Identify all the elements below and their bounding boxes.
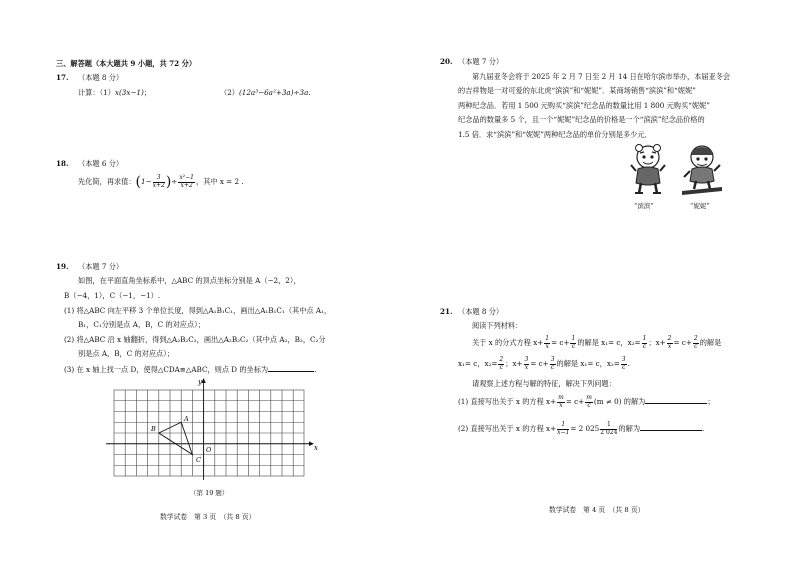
q21-points: （本题 8 分） bbox=[458, 307, 504, 316]
origin-label: O bbox=[206, 446, 212, 454]
q20-line-5: 1.5 倍．求“滨滨”和“妮妮”两种纪念品的单价分别是多少元． bbox=[458, 130, 652, 139]
q18-points: （本题 6 分） bbox=[78, 159, 124, 168]
q21-1-answer-blank[interactable] bbox=[645, 396, 707, 404]
q21-instruction: 请观察上述方程与解的特征，解决下列问题： bbox=[472, 379, 616, 388]
q19-line-6: 别是点 A，B，C 的对应点）； bbox=[78, 349, 175, 358]
q18-fraction-2: $\frac{\text{x²−1}}{x+2}$ bbox=[179, 174, 194, 189]
left-page-footer: 数学试卷 第 3 页 （共 8 页） bbox=[160, 513, 256, 521]
q18-one-minus: 1− bbox=[140, 177, 152, 186]
q20-number: 20. bbox=[440, 57, 453, 66]
q19-line-5: (2) 将△ABC 沿 x 轴翻折，得到△A₂B₂C₂，画出△A₂B₂C₂（其中点 A₂，B₂，C₂分 bbox=[64, 335, 326, 344]
right-page-footer: 数学试卷 第 4 页 （共 8 页） bbox=[549, 506, 645, 514]
q17-lead: 计算：（1） bbox=[78, 88, 115, 97]
triangle-abc bbox=[159, 422, 193, 454]
mascot-binbin-caption: “滨滨” bbox=[634, 202, 654, 210]
right-page bbox=[397, 0, 794, 561]
q21-material-line-2: x₁= c，x₂= $\frac{2}{c}$ ；x+ $\frac{3}{x}$ = c+ $\frac{3}{c}$ 的解是 x₁= c，x₂= $\frac{3}{c}$ . bbox=[458, 356, 630, 371]
q21-question-2: (2) 直接写出关于 x 的方程 x+ $\frac{1}{x-1}$ = 2 025 $\frac{1}{2 024}$ 的解为 . bbox=[458, 421, 705, 436]
q20-line-1: 第九届亚冬会将于 2025 年 2 月 7 日至 2 月 14 日在哈尔滨市举办，本届亚冬会 bbox=[472, 72, 731, 81]
axes bbox=[106, 378, 314, 480]
q18-body: 先化简，再求值：(1− $\frac{3}{x+2}$ )÷ $\frac{\text{x²−1}}{x+2}$ ，其中 x = 2 . bbox=[78, 174, 244, 190]
q21-material-line-1: 关于 x 的分式方程 x+ $\frac{1}{x}$ = c+ $\frac{1}{c}$ 的解是 x₁= c，x₂= $\frac{1}{c}$ ；x+ $\frac{2}{x}$ = c+ $\frac{2}{c}$ 的解是 bbox=[472, 335, 722, 350]
q19-coordinate-grid bbox=[100, 376, 322, 480]
section-title: 三、解答题（本大题共 9 小题，共 72 分） bbox=[56, 59, 197, 68]
q19-line-7-text: (3) 在 x 轴上找一点 D，使得△CDA≌△ABC，则点 D 的坐标为 bbox=[64, 365, 269, 374]
q19-figure-caption: （第 19 题） bbox=[190, 489, 229, 497]
q19-answer-blank[interactable] bbox=[268, 364, 314, 372]
q18-divide: ÷ bbox=[171, 177, 178, 186]
q19-line-3: (1) 将△ABC 向左平移 3 个单位长度，得到△A₁B₁C₁，画出△A₁B₁C₁（其中点 A₁， bbox=[64, 306, 332, 315]
q18-lead: 先化简，再求值： bbox=[78, 177, 136, 186]
q17-expr-2-end: . bbox=[308, 88, 311, 97]
q21-reading-label: 阅读下列材料： bbox=[472, 321, 523, 330]
q17-expr-2: (12a³−6a²+3a)÷3a bbox=[238, 88, 309, 97]
point-a-label: A bbox=[184, 415, 189, 423]
q19-number: 19. bbox=[56, 262, 69, 271]
q18-tail: ，其中 x = 2 . bbox=[195, 177, 244, 186]
point-b-label: B bbox=[151, 425, 156, 433]
q20-points: （本题 7 分） bbox=[458, 57, 504, 66]
q19-line-2: B（−4，1），C（−1，−1）. bbox=[64, 291, 161, 300]
q19-points: （本题 7 分） bbox=[78, 262, 124, 271]
q21-2-answer-blank[interactable] bbox=[640, 423, 702, 431]
mascot-binbin-image bbox=[629, 143, 667, 199]
y-axis-label: y bbox=[198, 378, 202, 386]
q17-number: 17. bbox=[56, 73, 69, 82]
point-c-label: C bbox=[196, 456, 201, 464]
q17-body bbox=[78, 88, 151, 98]
q17-points: （本题 8 分） bbox=[78, 73, 124, 82]
q17-expr-1-end: ； bbox=[143, 88, 152, 97]
q19-line-1: 如图，在平面直角坐标系中，△ABC 的顶点坐标分别是 A（−2，2）， bbox=[78, 276, 301, 285]
q21-question-1: (1) 直接写出关于 x 的方程 x+ $\frac{m}{x}$ = c+ $\frac{m}{c}$ (m ≠ 0) 的解为 ； bbox=[458, 394, 715, 409]
q17-part-2-label: （2） bbox=[220, 88, 239, 97]
q17-part-2 bbox=[220, 88, 311, 98]
x-axis-label: x bbox=[314, 444, 318, 452]
q20-line-2: 的吉祥物是一对可爱的东北虎“滨滨”和“妮妮”．某商场销售“滨滨”和“妮妮” bbox=[458, 86, 696, 95]
q21-number: 21. bbox=[440, 307, 453, 316]
q18-number: 18. bbox=[56, 159, 69, 168]
mascot-nini-image bbox=[680, 143, 724, 199]
q19-line-7: (3) 在 x 轴上找一点 D，使得△CDA≌△ABC，则点 D 的坐标为 . bbox=[64, 365, 317, 374]
grid-lines bbox=[114, 390, 304, 476]
q20-line-4: 纪念品的数量多 5 个，且一个“妮妮”纪念品的价格是一个“滨滨”纪念品价格的 bbox=[458, 115, 705, 124]
q19-line-4: B₁，C₁分别是点 A，B，C 的对应点）； bbox=[78, 320, 205, 329]
q18-fraction-1: $\frac{3}{x+2}$ bbox=[152, 174, 165, 189]
q20-line-3: 两种纪念品．若用 1 500 元购买“滨滨”纪念品的数量比用 1 800 元购买“妮妮” bbox=[458, 101, 710, 110]
mascot-nini-caption: “妮妮” bbox=[690, 202, 710, 210]
q17-expr-1: x(3x−1) bbox=[114, 88, 144, 97]
